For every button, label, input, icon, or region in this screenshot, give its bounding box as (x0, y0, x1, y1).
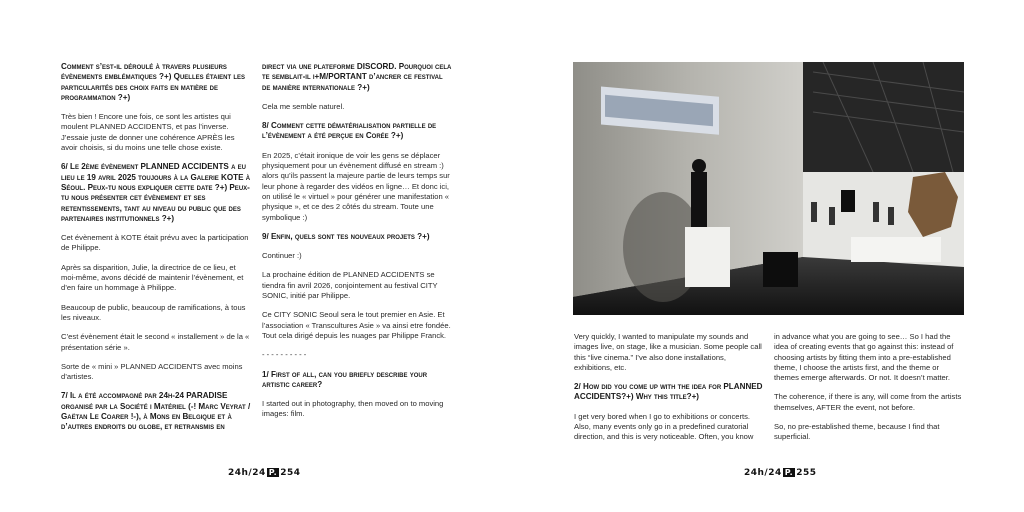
body-paragraph: Cet évènement à KOTE était prévu avec la participation de Philippe. (61, 233, 249, 253)
question-heading: 6/ Le 2ème évènement PLANNED ACCIDENTS a eu lieu le 19 avril 2025 toujours à la Galerie KOTE à Séoul. Peux-tu nous expliquer cette date ?+) Peux-tu nous présenter cet évènement et ses retentissements, tant au niveau du public que des partenaires institutionnels ?+) (61, 162, 251, 223)
question-heading: Comment s’est-il déroulé à travers plusieurs évènements emblématiques ?+) Quelles étaient les particularités des choix faits en matière de programmation ?+) (61, 62, 246, 102)
question-heading: direct via une plateforme DISCORD. Pourquoi cela te semblait-il i+M/PORTANT d’ancrer ce festival de manière internationale ?+) (262, 62, 452, 92)
body-paragraph: Ce CITY SONIC Seoul sera le tout premier en Asie. Et l’association « Transcultures Asie » va ainsi etre fondée. Tout cela dirigé depuis les nuages par Philippe Franck. (262, 310, 451, 340)
folio-prefix: 24h/24 (228, 468, 266, 478)
question-heading: 1/ First of all, can you briefly describe your artistic career? (262, 369, 428, 389)
question-heading: 9/ Enfin, quels sont tes nouveaux projets ?+) (262, 231, 430, 241)
folio-prefix: 24h/24 (744, 468, 782, 478)
folio-number: 254 (280, 468, 301, 478)
body-paragraph: I started out in photography, then moved on to moving images: film. (262, 399, 444, 419)
body-paragraph: in advance what you are going to see… So I had the idea of creating events that go against this: instead of choosing artists by fitting them into a pre-established theme, I choose the artists first, and the theme or themes emerge afterwards. Or not. It doesn’t matter. (774, 332, 954, 383)
question-heading: 8/ Comment cette dématérialisation partielle de l’évènement a été perçue en Corée ?+) (262, 121, 437, 141)
exhibition-photo (573, 62, 964, 315)
body-paragraph: Sorte de « mini » PLANNED ACCIDENTS avec moins d’artistes. (61, 361, 243, 382)
right-page-column-1 (574, 332, 764, 452)
body-paragraph: Beaucoup de public, beaucoup de ramifications, à tous les niveaux. (61, 302, 246, 322)
folio-mark: P. (784, 468, 794, 477)
body-paragraph: Very quickly, I wanted to manipulate my sounds and images live, on stage, like a musician. Some people call this “live cinema.” I’ve also done installations, exhibitions, etc. (574, 332, 762, 372)
body-paragraph: I get very bored when I go to exhibitions or concerts. Also, many events only go in a predefined curatorial direction, and this is very noticeable. Often, you know (574, 411, 754, 442)
left-page-column-1 (61, 62, 251, 442)
body-paragraph: Continuer :) (262, 251, 302, 261)
right-page-column-2 (774, 332, 964, 452)
left-page-column-2 (262, 62, 452, 429)
page-number-left (228, 468, 300, 478)
body-paragraph: Après sa disparition, Julie, la directrice de ce lieu, et moi-même, avons décidé de maintenir l’évènement, et d’en faire un hommage à Philippe. (61, 262, 244, 293)
body-paragraph: So, no pre-established theme, because I find that superficial. (774, 422, 940, 442)
body-paragraph: The coherence, if there is any, will come from the artists themselves, AFTER the event, not before. (774, 392, 962, 412)
body-paragraph: La prochaine édition de PLANNED ACCIDENTS se tiendra fin avril 2026, conjointement au festival CITY SONIC, initié par Philippe. (262, 270, 438, 301)
body-paragraph: - - - - - - - - - - (262, 350, 307, 360)
folio-mark: P. (268, 468, 278, 477)
folio-number: 255 (796, 468, 817, 478)
body-paragraph: En 2025, c’était ironique de voir les gens se déplacer physiquement pour un évènement diffusé en stream :) alors qu’ils passent la majeure partie de leurs temps sur leur phone à regarder des vidéos en ligne… Et donc ici, on utilisé le « virtuel » pour générer une manifestation « physique », et ce des 2 côtés du stream. Toute une symbolique :) (262, 150, 450, 222)
page-number-right (744, 468, 816, 478)
body-paragraph: Très bien ! Encore une fois, ce sont les artistes qui moulent PLANNED ACCIDENTS, et pas l’inverse. J’essaie juste de donner une cohérence APRÈS les avoir choisis, si du moins une telle chose existe. (61, 112, 235, 153)
body-paragraph: Cela me semble naturel. (262, 101, 345, 111)
question-heading: 7/ Il a été accompagné par 24h-24 PARADISE organisé par la Société i Matériel (-! Marc Veyrat / Gaëtan Le Coarer !-), à Mons en Belgique et à d’autres endroits du globe, et retransmis en (61, 391, 251, 432)
question-heading: 2/ How did you come up with the idea for PLANNED ACCIDENTS?+) Why this title?+) (574, 382, 763, 402)
body-paragraph: C’est évènement était le second « installement » de la « présentation série ». (61, 332, 250, 352)
